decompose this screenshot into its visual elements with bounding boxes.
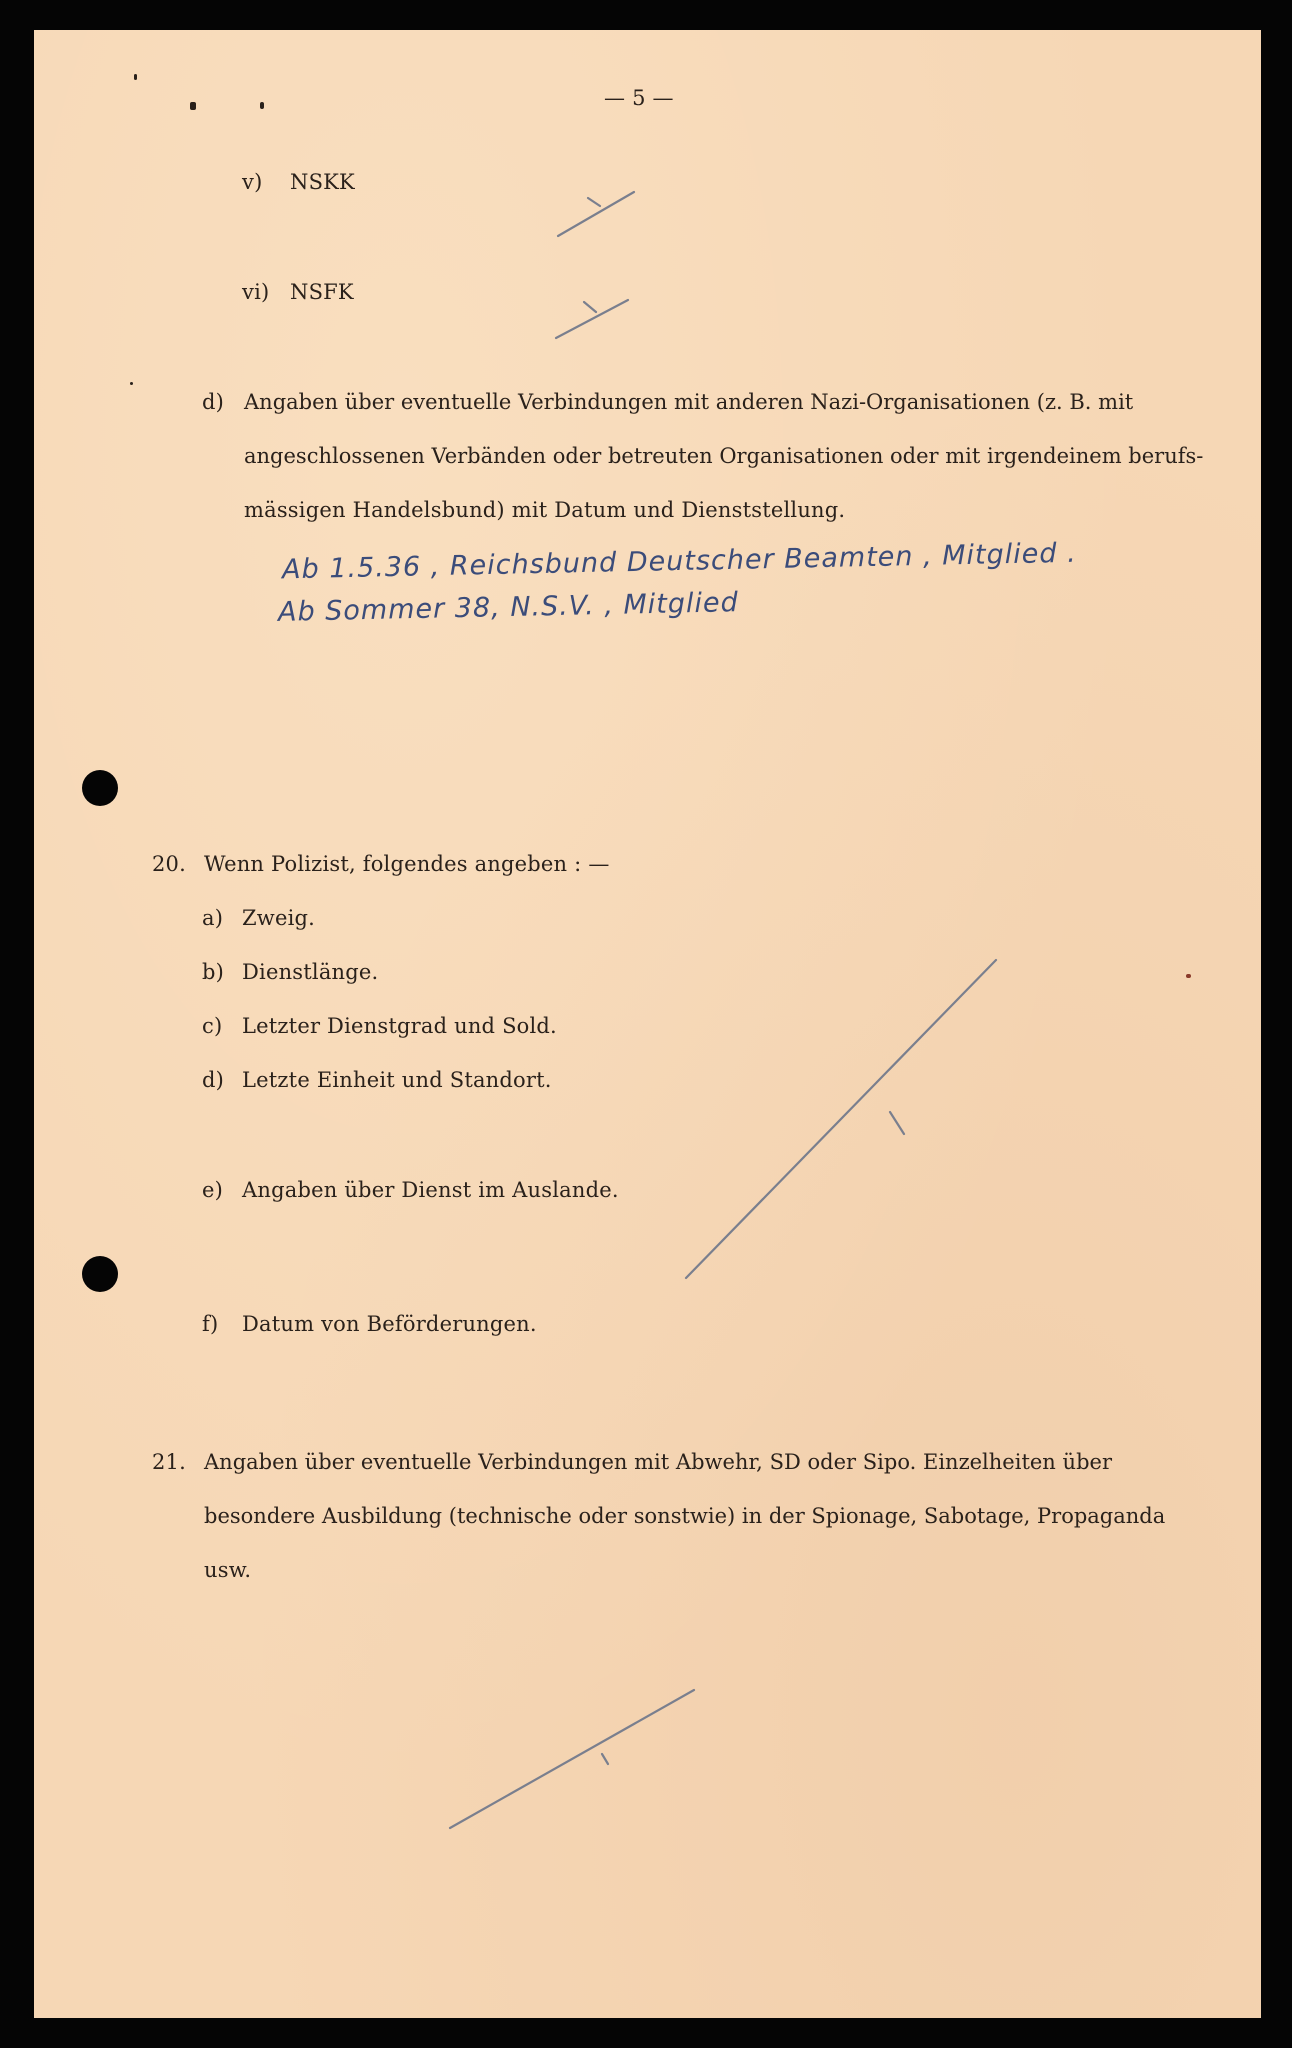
ink-speck bbox=[1186, 974, 1191, 978]
item-d-line-3: mässigen Handelsbund) mit Datum und Dienststellung. bbox=[244, 498, 846, 522]
q21-number: 21. bbox=[152, 1450, 186, 1474]
q20-text: Wenn Polizist, folgendes angeben : — bbox=[204, 852, 610, 876]
q20-e-label: e) bbox=[202, 1178, 224, 1202]
q20-c-label: c) bbox=[202, 1014, 223, 1038]
ink-speck bbox=[134, 74, 137, 80]
q20-a-label: a) bbox=[202, 906, 224, 930]
strike-nsfk-tick bbox=[584, 302, 596, 312]
punch-hole-bottom bbox=[82, 1256, 118, 1292]
strike-q20 bbox=[686, 960, 996, 1278]
punch-hole-top bbox=[82, 770, 118, 806]
ink-speck bbox=[190, 102, 196, 110]
item-d-line-1: Angaben über eventuelle Verbindungen mit anderen Nazi-Organisationen (z. B. mit bbox=[244, 390, 1134, 414]
item-vi-text: NSFK bbox=[290, 280, 354, 304]
pencil-strikes bbox=[34, 30, 1261, 2018]
q21-line-1: Angaben über eventuelle Verbindungen mit Abwehr, SD oder Sipo. Einzelheiten über bbox=[204, 1450, 1112, 1474]
item-v-label: v) bbox=[242, 170, 263, 194]
ink-speck bbox=[260, 102, 264, 109]
q20-f-text: Datum von Beförderungen. bbox=[242, 1312, 537, 1336]
handwritten-answer-line-2: Ab Sommer 38, N.S.V. , Mitglied bbox=[277, 587, 740, 628]
q20-b-text: Dienstlänge. bbox=[242, 960, 379, 984]
item-d-label: d) bbox=[202, 390, 225, 414]
page-number: — 5 — bbox=[604, 86, 674, 110]
q20-c-text: Letzter Dienstgrad und Sold. bbox=[242, 1014, 557, 1038]
q20-d-label: d) bbox=[202, 1068, 225, 1092]
handwritten-answer-line-1: Ab 1.5.36 , Reichsbund Deutscher Beamten , Mitglied . bbox=[281, 537, 1077, 586]
item-d-line-2: angeschlossenen Verbänden oder betreuten Organisationen oder mit irgendeinem berufs- bbox=[244, 444, 1204, 468]
q20-a-text: Zweig. bbox=[242, 906, 316, 930]
ink-speck bbox=[130, 382, 133, 385]
q20-d-text: Letzte Einheit und Standort. bbox=[242, 1068, 552, 1092]
q20-number: 20. bbox=[152, 852, 186, 876]
q20-f-label: f) bbox=[202, 1312, 219, 1336]
document-page bbox=[34, 30, 1261, 2018]
strike-nsfk bbox=[556, 300, 628, 338]
q20-e-text: Angaben über Dienst im Auslande. bbox=[242, 1178, 619, 1202]
strike-q21-tick bbox=[602, 1754, 608, 1764]
strike-nskk-tick bbox=[588, 198, 600, 206]
strike-nskk bbox=[558, 192, 634, 236]
strike-q20-tick bbox=[890, 1112, 904, 1134]
item-v-text: NSKK bbox=[290, 170, 355, 194]
strike-q21 bbox=[450, 1690, 694, 1828]
q21-line-2: besondere Ausbildung (technische oder sonstwie) in der Spionage, Sabotage, Propaganda bbox=[204, 1504, 1166, 1528]
q20-b-label: b) bbox=[202, 960, 225, 984]
item-vi-label: vi) bbox=[242, 280, 270, 304]
q21-line-3: usw. bbox=[204, 1558, 252, 1582]
